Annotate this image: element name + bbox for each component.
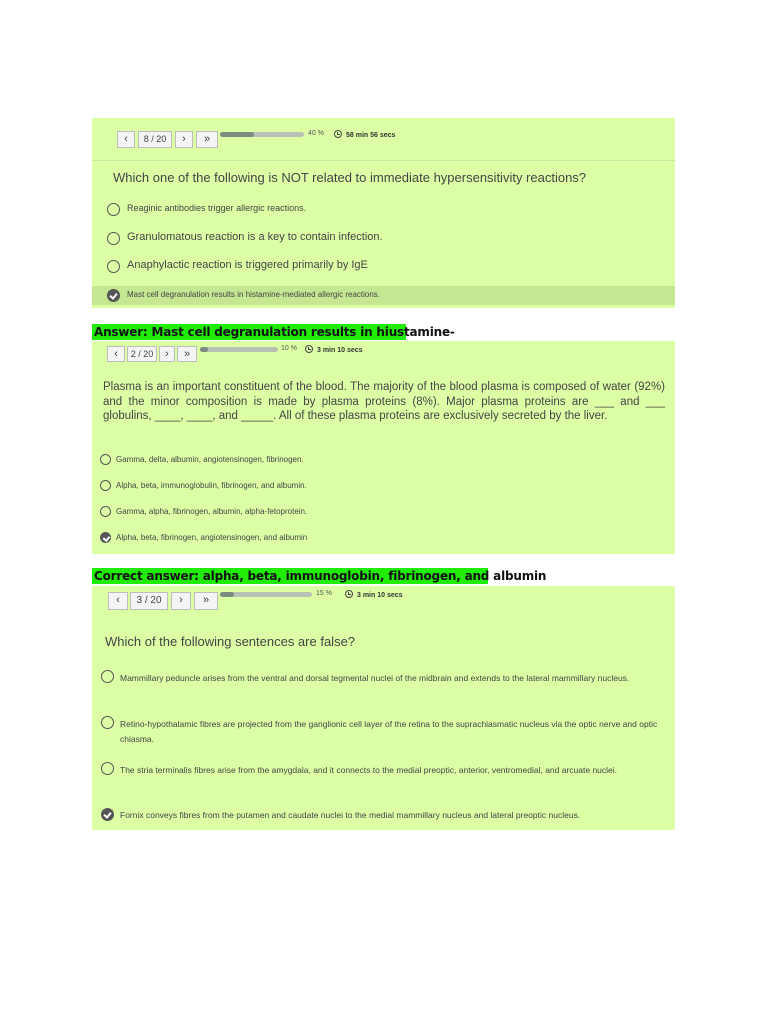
clock-icon [305, 345, 313, 353]
option-label: Retino-hypothalamic fibres are projected from the ganglionic cell layer of the retina to the suprachiasmatic nucleus via the optic nerve and optic chiasma. [120, 719, 658, 744]
chevron-left-icon: ‹ [124, 133, 128, 145]
question-panel-8 [92, 118, 675, 308]
progress-fill [220, 592, 234, 597]
correct-answer-banner: Correct answer: alpha, beta, immunoglobin, fibrinogen, and albumin [94, 569, 547, 583]
option-3[interactable] [92, 258, 675, 277]
radio-button[interactable] [107, 260, 120, 273]
option-label: Alpha, beta, fibrinogen, angiotensinogen, and albumin [116, 533, 308, 542]
question-text: Which of the following sentences are false? [105, 634, 356, 649]
last-button[interactable] [177, 346, 197, 362]
progress-fill [220, 132, 254, 137]
double-chevron-right-icon: » [203, 133, 211, 145]
option-2[interactable] [92, 714, 675, 746]
option-4-selected[interactable] [92, 530, 675, 547]
last-button[interactable] [196, 131, 218, 148]
option-label: Mammillary peduncle arises from the ventral and dorsal tegmental nuclei of the midbrain and extends to the lateral mammillary nucleus. [120, 673, 630, 683]
option-1[interactable] [92, 668, 675, 700]
option-label: Reaginic antibodies trigger allergic reactions. [127, 203, 307, 213]
prev-button[interactable] [107, 346, 125, 362]
question-panel-2 [92, 341, 675, 554]
answer-banner: Answer: Mast cell degranulation results in hiustamine- [94, 325, 455, 339]
timer [305, 345, 363, 354]
question-counter: 8 / 20 [138, 131, 172, 148]
option-label: Fornix conveys fibres from the putamen and caudate nuclei to the medial mammillary nucleus and lateral preoptic nucleus. [120, 810, 581, 820]
prev-button[interactable] [117, 131, 135, 148]
option-2[interactable] [92, 230, 675, 249]
timer [334, 130, 395, 139]
option-3[interactable] [92, 760, 675, 792]
chevron-left-icon: ‹ [114, 348, 118, 360]
radio-button[interactable] [107, 203, 120, 216]
question-text: Plasma is an important constituent of the blood. The majority of the blood plasma is composed of water (92%) and the minor composition is made by plasma proteins (8%). Major plasma proteins are ___ and ___ globulins, ____, ____, and _____. All of these plasma proteins are exclusively secreted by the liver. [103, 381, 665, 422]
question-panel-3 [92, 586, 675, 830]
option-2[interactable] [92, 478, 675, 495]
chevron-right-icon: › [182, 133, 186, 145]
option-label: Granulomatous reaction is a key to contain infection. [127, 231, 383, 243]
double-chevron-right-icon: » [183, 348, 191, 360]
option-label: Alpha, beta, immunoglobulin, fibrinogen, and albumin. [116, 481, 307, 490]
progress-percent: 40 % [308, 130, 324, 137]
divider [92, 160, 675, 161]
question-counter: 2 / 20 [127, 346, 157, 362]
quiz-toolbar [92, 342, 675, 368]
prev-button[interactable] [108, 592, 128, 610]
progress-percent: 10 % [281, 345, 297, 352]
timer-text: 3 min 10 secs [357, 592, 403, 599]
clock-icon [334, 130, 342, 138]
timer-text: 3 min 10 secs [317, 347, 363, 354]
chevron-right-icon: › [179, 594, 183, 606]
option-3[interactable] [92, 504, 675, 521]
progress-bar [220, 132, 304, 137]
check-icon[interactable] [107, 289, 120, 302]
option-label: Mast cell degranulation results in histamine-mediated allergic reactions. [127, 290, 381, 299]
radio-button[interactable] [101, 670, 114, 683]
option-label: Anaphylactic reaction is triggered primarily by IgE [127, 259, 368, 271]
radio-button[interactable] [100, 506, 111, 517]
quiz-toolbar [92, 128, 675, 154]
radio-button[interactable] [100, 480, 111, 491]
radio-button[interactable] [100, 454, 111, 465]
option-4-selected[interactable] [92, 286, 675, 305]
next-button[interactable] [175, 131, 193, 148]
progress-bar [200, 347, 278, 352]
last-button[interactable] [194, 592, 218, 610]
progress-percent: 15 % [316, 590, 332, 597]
option-1[interactable] [92, 201, 675, 220]
chevron-right-icon: › [165, 348, 169, 360]
progress-bar [220, 592, 312, 597]
next-button[interactable] [159, 346, 175, 362]
timer-text: 58 min 56 secs [346, 132, 396, 139]
radio-button[interactable] [101, 762, 114, 775]
double-chevron-right-icon: » [202, 594, 210, 606]
progress-fill [200, 347, 208, 352]
timer [345, 590, 403, 599]
check-icon[interactable] [101, 808, 114, 821]
clock-icon [345, 590, 353, 598]
chevron-left-icon: ‹ [116, 594, 120, 606]
option-label: The stria terminalis fibres arise from the amygdala, and it connects to the medial preoptic, anterior, ventromedial, and arcuate nuclei. [120, 765, 618, 775]
option-label: Gamma, alpha, fibrinogen, albumin, alpha-fetoprotein. [116, 507, 308, 516]
next-button[interactable] [171, 592, 191, 610]
option-1[interactable] [92, 452, 675, 469]
option-4-selected[interactable] [92, 806, 675, 824]
question-counter: 3 / 20 [130, 592, 168, 610]
quiz-toolbar [92, 589, 675, 615]
radio-button[interactable] [107, 232, 120, 245]
check-icon[interactable] [100, 532, 111, 543]
radio-button[interactable] [101, 716, 114, 729]
question-text: Which one of the following is NOT related to immediate hypersensitivity reactions? [113, 170, 587, 185]
option-label: Gamma, delta, albumin, angiotensinogen, fibrinogen. [116, 455, 304, 464]
